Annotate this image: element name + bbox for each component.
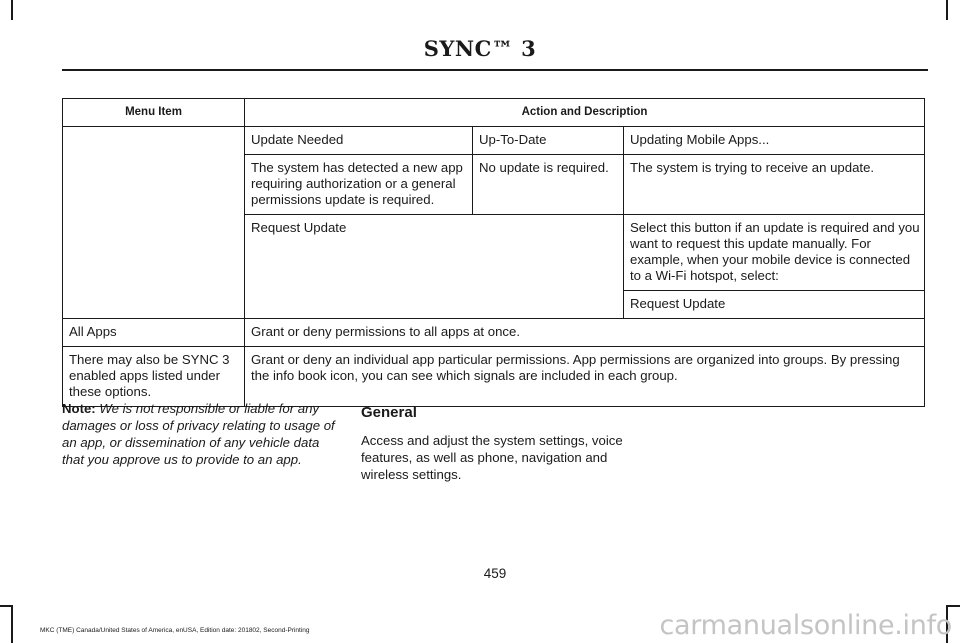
other-apps-description: Grant or deny an individual app particular permissions. App permissions are organized into groups. By pressing the info book icon, you can see which signals are included in each group. bbox=[245, 347, 925, 407]
column-header-action: Action and Description bbox=[245, 99, 925, 127]
other-apps-label: There may also be SYNC 3 enabled apps listed under these options. bbox=[63, 347, 245, 407]
note-text: We is not responsible or liable for any damages or loss of privacy relating to usage of an app, or dissemination of any vehicle data that you approve us to provide to an app. bbox=[62, 401, 335, 467]
table-row bbox=[63, 127, 925, 155]
all-apps-description: Grant or deny permissions to all apps at once. bbox=[245, 319, 925, 347]
request-update-option: Request Update bbox=[624, 291, 925, 319]
note-label: Note: bbox=[62, 401, 96, 416]
request-update-label: Request Update bbox=[245, 215, 624, 319]
status-updating-apps: Updating Mobile Apps... bbox=[624, 127, 925, 155]
section-heading-general: General bbox=[361, 404, 417, 421]
all-apps-label: All Apps bbox=[63, 319, 245, 347]
page-number: 459 bbox=[483, 566, 507, 581]
settings-table bbox=[62, 98, 925, 407]
note-paragraph bbox=[62, 400, 340, 468]
desc-update-needed: The system has detected a new app requiring authorization or a general permissions update is required. bbox=[245, 155, 473, 215]
column-header-menu-item: Menu Item bbox=[63, 99, 245, 127]
status-update-needed: Update Needed bbox=[245, 127, 473, 155]
crop-mark-bottom-left bbox=[11, 605, 13, 643]
page-header-title: SYNC™ 3 bbox=[423, 36, 537, 61]
desc-updating-apps: The system is trying to receive an update. bbox=[624, 155, 925, 215]
table-header-row bbox=[63, 99, 925, 127]
crop-mark-top-right bbox=[946, 0, 948, 20]
status-up-to-date: Up-To-Date bbox=[473, 127, 624, 155]
crop-mark-bottom-right-h bbox=[946, 605, 960, 607]
crop-mark-bottom-left-h bbox=[0, 605, 12, 607]
section-body-general: Access and adjust the system settings, voice features, as well as phone, navigation and wireless settings. bbox=[361, 433, 623, 482]
crop-mark-top-left bbox=[11, 0, 13, 20]
table-row bbox=[63, 319, 925, 347]
header-rule bbox=[62, 69, 928, 71]
empty-menu-cell bbox=[63, 127, 245, 319]
desc-up-to-date: No update is required. bbox=[473, 155, 624, 215]
request-update-description: Select this button if an update is required and you want to request this update manually. For example, when your mobile device is connected to a Wi-Fi hotspot, select: bbox=[624, 215, 925, 291]
watermark: carmanualsonline.info bbox=[659, 610, 952, 641]
footer-edition: MKC (TME) Canada/United States of America, enUSA, Edition date: 201802, Second-Printing bbox=[40, 627, 310, 634]
table-row bbox=[63, 347, 925, 407]
